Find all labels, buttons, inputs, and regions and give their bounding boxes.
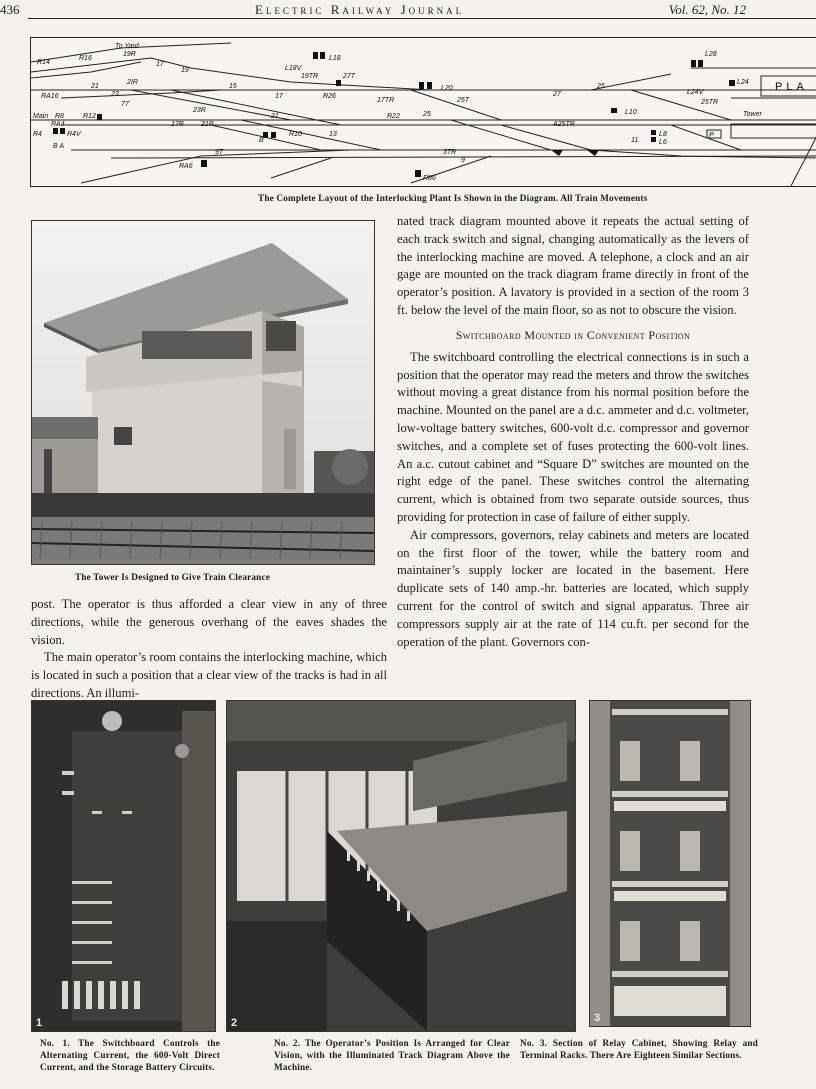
diagram-label: L24V [687,89,704,96]
diagram-label: 27 [553,91,561,98]
photo-2-caption: No. 2. The Operator’s Position Is Arranged for Clear Vision, with the Illuminated Track Diagram Above the Machine. [274,1038,510,1072]
tower-illustration [32,221,374,564]
diagram-label: 13 [329,131,337,138]
photo-number: 1 [36,1017,43,1029]
diagram-label: R26 [323,93,336,100]
diagram-label: 17 [156,61,164,68]
volume-issue: Vol. 62, No. 12 [668,2,746,17]
diagram-label: R4V [67,131,81,138]
diagram-label: L8 [659,131,667,138]
diagram-label: L6 [659,139,667,146]
diagram-label: L20 [441,85,453,92]
operator-position-photo [226,700,576,1032]
interlocking-track-diagram [30,37,816,187]
diagram-label: 77 [121,101,129,108]
diagram-label: R4 [33,131,42,138]
track-diagram-svg [31,38,816,186]
diagram-label: R12 [83,113,96,120]
diagram-label: 17TR [377,97,395,104]
diagram-label: 17 [275,93,283,100]
relay-cabinet-illustration [590,701,750,1026]
switchboard-illustration [32,701,215,1031]
paragraph: The main operator’s room contains the interlocking machine, which is located in such a position that a clear view of the tracks is had in all directions. An illumi- [31,650,387,700]
switchboard-photo [31,700,216,1032]
section-subheading: Switchboard Mounted in Convenient Position [455,327,691,342]
diagram-label: 25 [423,111,431,118]
diagram-label: L18 [329,55,341,62]
diagram-label: RA4 [51,121,65,128]
diagram-caption: The Complete Layout of the Interlocking Plant Is Shown in the Diagram. All Train Movements [258,193,648,203]
paragraph: nated track diagram mounted above it repeats the actual setting of each track switch and signal, changing automatically as the levers of the interlocking machine are moved. A telephone, a clock and an air gage are mounted on the track diagram frame directly in front of the operator’s position. A lavatory is provided in a section of the room 3 ft. below the level of the main floor, so as not to obscure the vision. [397,214,749,317]
diagram-label: R16 [79,55,92,62]
diagram-label: 11 [631,137,639,144]
diagram-label: R14 [37,59,50,66]
diagram-label: R22 [387,113,400,120]
diagram-label: 25T [457,97,470,104]
diagram-label: 21 [91,83,99,90]
diagram-label: 19TR [301,73,319,80]
diagram-label: Main [33,113,49,120]
left-column [31,596,387,703]
diagram-label: RA6 [179,163,193,170]
right-column [397,213,749,651]
photo-1-caption: No. 1. The Switchboard Controls the Alternating Current, the 600-Volt Direct Current, and the Storage Battery Circuits. [40,1038,220,1072]
diagram-label: RA16 [41,93,59,100]
paragraph: Air compressors, governors, relay cabinets and meters are located on the first floor of the tower, while the battery room and maintainer’s supply locker are located in the basement. Here duplicate sets of 140 amp.-hr. batteries are located, which supply current for the control of switch and signal apparatus. Three air compressors supply air at the rate of 114 cu.ft. per second for the operation of the plant. Governors con- [397,527,749,649]
paragraph: The switchboard controlling the electrical connections is in such a position that the operator may read the meters and throw the switches without moving a great distance from his normal position before the machine. Mounted on the panel are a d.c. ammeter and d.c. voltmeter, low-voltage battery switches, 600-volt d.c. compressor and governor switches, and a complete set of fuses protecting the 600-volt lines. An a.c. cutout cabinet and “Square D” switches are mounted on the right edge of the panel. These switches control the alternating current, which is obtained from two separate outside sources, thus providing for protection in case of failure of either supply. [397,349,749,524]
diagram-label: 9T [215,149,224,156]
diagram-label: 19 [181,67,189,74]
diagram-label: PLA [775,81,808,93]
relay-cabinet-photo [589,700,751,1027]
paragraph: post. The operator is thus afforded a clear view in any of three directions, while the generous overhang of the eaves shades the vision. [31,597,387,647]
diagram-label: 23R [193,107,206,114]
diagram-label: 25 [597,83,605,90]
photo-3-caption: No. 3. Section of Relay Cabinet, Showing Relay and Terminal Racks. There Are Eighteen Similar Sections. [520,1038,758,1060]
diagram-label: P [709,132,714,139]
photo-number: 2 [231,1017,238,1029]
diagram-label: 3TR [443,149,457,156]
diagram-label: 2IR [127,79,138,86]
diagram-label: L10 [625,109,637,116]
diagram-label: A25TR [553,121,575,128]
diagram-label: B [259,137,264,144]
diagram-label: R8 [55,113,64,120]
diagram-label: 21 [271,113,279,120]
diagram-label: 17R [171,121,184,128]
diagram-label: 27T [343,73,356,80]
tower-caption: The Tower Is Designed to Give Train Clearance [75,572,271,582]
diagram-label: L18V [285,65,302,72]
journal-title: Electric Railway Journal [255,2,465,17]
diagram-label: 19R [123,51,136,58]
diagram-label: 21R [201,121,214,128]
diagram-label: L28 [705,51,717,58]
tower-photo [31,220,375,565]
photo-number: 3 [594,1012,601,1024]
diagram-label: Tower [743,111,762,118]
diagram-label: To Yard [115,43,139,50]
diagram-label: L24 [737,79,749,86]
diagram-label: R10 [289,131,302,138]
page-number: 436 [0,2,20,17]
diagram-label: 9 [461,157,465,164]
operator-room-illustration [227,701,575,1031]
diagram-label: 15 [229,83,237,90]
diagram-label: 23 [111,91,119,98]
page-header [0,0,816,18]
diagram-label: B A [53,143,65,150]
diagram-label: R86 [423,175,436,182]
header-rule [28,18,816,19]
diagram-label: 25TR [701,99,719,106]
